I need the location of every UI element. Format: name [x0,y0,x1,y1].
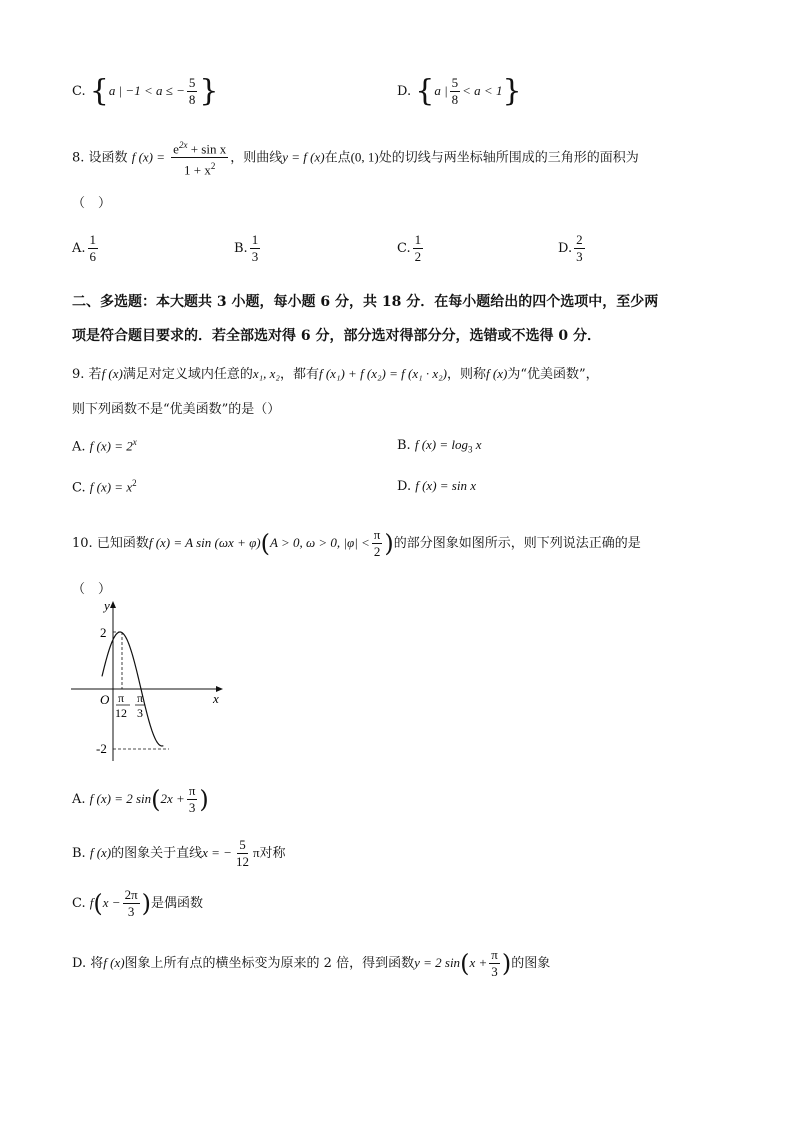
tick2-den: 3 [137,706,143,720]
q8-stem: 8. 设函数 f (x) = $\frac{e^{2x} + \sin x}{1 + x^2}$ ，则曲线y = f (x)在点(0, 1)处的切线与两坐标轴所围成的三角形的面积为 [72,137,639,179]
q10-option-d: D. 将f (x)图象上所有点的横坐标变为原来的 2 倍，得到函数y = 2 sin(x + $\frac{\pi}{3}$ )的图象 [72,947,551,979]
q10-option-a: A. f (x) = 2 sin(2x + $\frac{\pi}{3}$ ) [72,783,209,815]
q9-stem: 9. 若f (x)满足对定义域内任意的x₁, x₂，都有f (x₁) + f (x₂) = f (x₁ · x₂)，则称f (x)为“优美函数”， [72,366,599,382]
q8-option-b: B. $\frac{1}{3}$ [234,232,259,264]
q9-option-c: C. f $(x) = x^2$ [72,478,137,496]
q9-line2: 则下列函数不是“优美函数”的是（） [72,402,281,417]
q9-option-a: A. f $(x) = 2^x$ [72,437,137,455]
q8-answer-paren: （ ） [72,196,112,211]
y-min-label: -2 [96,741,107,756]
q8-option-d: D. $\frac{2}{3}$ [558,232,583,264]
y-max-label: 2 [100,625,107,640]
q9-option-b: B. f $(x) = \log_3 x$ [397,437,482,455]
section-heading-line1: 二、多选题：本大题共 3 小题，每小题 6 分，共 18 分．在每小题给出的四个选项中，至少两 [72,294,659,310]
origin-label: O [100,692,110,707]
x-axis-label: x [213,691,219,706]
q7-option-c: C. {a | −1 < a ≤ − $\frac{5}{8}$ } [72,73,219,109]
tick1-num: π [118,691,125,705]
q9-option-d: D. f (x) = sin x [397,478,476,494]
tick1-den: 12 [115,706,127,720]
q10-sine-graph [66,596,236,766]
q10-answer-paren: （ ） [72,582,112,597]
tick2-num: π [137,691,144,705]
q10-option-b: B. f (x)的图象关于直线x = − $\frac{5}{12}$ π对称 [72,837,286,869]
q8-option-c: C. $\frac{1}{2}$ [397,232,422,264]
q7-option-d: D. {a | $\frac{5}{8}$ < a < 1} [397,73,522,109]
section-heading-line2: 项是符合题目要求的．若全部选对得 6 分，部分选对得部分分，选错或不选得 0 分． [72,328,601,344]
q10-option-c: C. f(x − $\frac{2\pi}{3}$ )是偶函数 [72,887,204,919]
y-axis-label: y [104,598,110,613]
q10-stem: 10. 已知函数f (x) = A sin (ωx + φ)(A > 0, ω > 0, |φ| < $\frac{\pi}{2}$ )的部分图象如图所示，则下列说法正确的是 [72,527,641,559]
q8-option-a: A. $\frac{1}{6}$ [72,232,97,264]
